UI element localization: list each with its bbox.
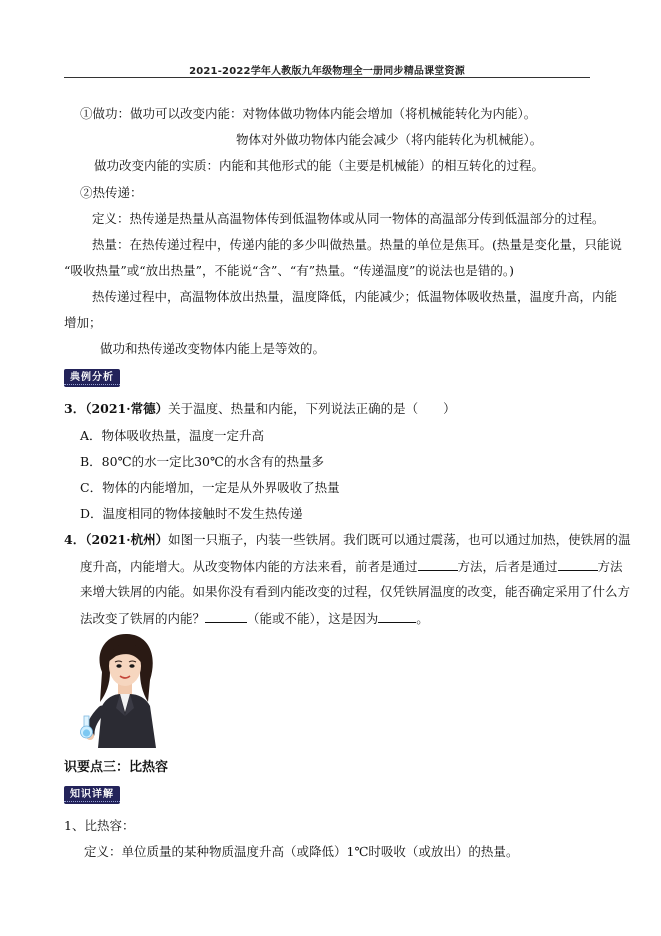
question-3-number: 3．	[64, 401, 86, 416]
question-3-stem	[64, 401, 456, 417]
answer-blank-3[interactable]	[205, 610, 247, 623]
heat-transfer-title: ②热传递：	[80, 185, 143, 200]
question-4-line-4	[80, 610, 429, 627]
question-4-text-4c: 。	[416, 611, 429, 626]
question-4-text-4b: （能或不能），这是因为	[247, 611, 379, 626]
question-4-text-2b: 方法，后者是通过	[457, 559, 558, 574]
question-4-line-1	[64, 532, 631, 548]
equivalence-statement: 做功和热传递改变物体内能上是等效的。	[100, 341, 326, 356]
heat-process-line-2: 增加；	[64, 315, 102, 330]
work-line-2: 物体对外做功物体内能会减少（将内能转化为机械能）。	[236, 132, 543, 147]
example-analysis-badge: 典例分析	[64, 369, 120, 387]
heat-quantity-line-1: 热量：在热传递过程中，传递内能的多少叫做热量。热量的单位是焦耳。(热量是变化量，只能说	[92, 237, 622, 252]
question-4-line-3: 来增大铁屑的内能。如果你没有看到内能改变的过程，仅凭铁屑温度的改变，能否确定采用了什么方	[80, 584, 631, 599]
question-3-option-b: B．80℃的水一定比30℃的水含有的热量多	[80, 454, 324, 469]
question-4-text-2c: 方法	[597, 559, 623, 574]
section-3-title: 识要点三：比热容	[64, 760, 169, 775]
knowledge-detail-badge: 知识详解	[64, 786, 120, 804]
question-3-source: （2021·常德）	[85, 401, 169, 416]
question-4-text-1: 如图一只瓶子，内装一些铁屑。我们既可以通过震荡，也可以通过加热，使铁屑的温	[168, 532, 631, 547]
question-3-option-a: A．物体吸收热量，温度一定升高	[80, 428, 265, 443]
teacher-illustration	[76, 632, 172, 748]
question-3-text: 关于温度、热量和内能，下列说法正确的是（ ）	[168, 401, 456, 416]
answer-blank-1[interactable]	[418, 558, 458, 571]
question-4-text-2a: 度升高，内能增大。从改变物体内能的方法来看，前者是通过	[80, 559, 418, 574]
question-3-option-d: D．温度相同的物体接触时不发生热传递	[80, 506, 303, 521]
work-essence: 做功改变内能的实质：内能和其他形式的能（主要是机械能）的相互转化的过程。	[94, 158, 545, 173]
question-3-option-c: C．物体的内能增加，一定是从外界吸收了热量	[80, 480, 340, 495]
question-4-text-4a: 法改变了铁屑的内能？	[80, 611, 206, 626]
heat-transfer-definition: 定义：热传递是热量从高温物体传到低温物体或从同一物体的高温部分传到低温部分的过程。	[92, 211, 605, 226]
answer-blank-2[interactable]	[558, 558, 598, 571]
page-header: 2021-2022学年人教版九年级物理全一册同步精品课堂资源	[189, 66, 465, 77]
heat-process-line-1: 热传递过程中，高温物体放出热量，温度降低，内能减少；低温物体吸收热量，温度升高，内能	[92, 289, 618, 304]
work-line-1: ①做功：做功可以改变内能：对物体做功物体内能会增加（将机械能转化为内能）。	[80, 106, 537, 121]
question-4-source: （2021·杭州）	[85, 532, 169, 547]
answer-blank-4[interactable]	[378, 610, 416, 623]
header-divider	[64, 77, 590, 78]
question-4-line-2	[80, 558, 623, 575]
question-4-number: 4．	[64, 532, 86, 547]
heat-quantity-line-2: “吸收热量”或“放出热量”，不能说“含”、“有”热量。“传递温度”的说法也是错的。)	[64, 263, 515, 278]
specific-heat-definition: 定义：单位质量的某种物质温度升高（或降低）1℃时吸收（或放出）的热量。	[84, 844, 519, 859]
specific-heat-item: 1、比热容：	[64, 818, 135, 833]
